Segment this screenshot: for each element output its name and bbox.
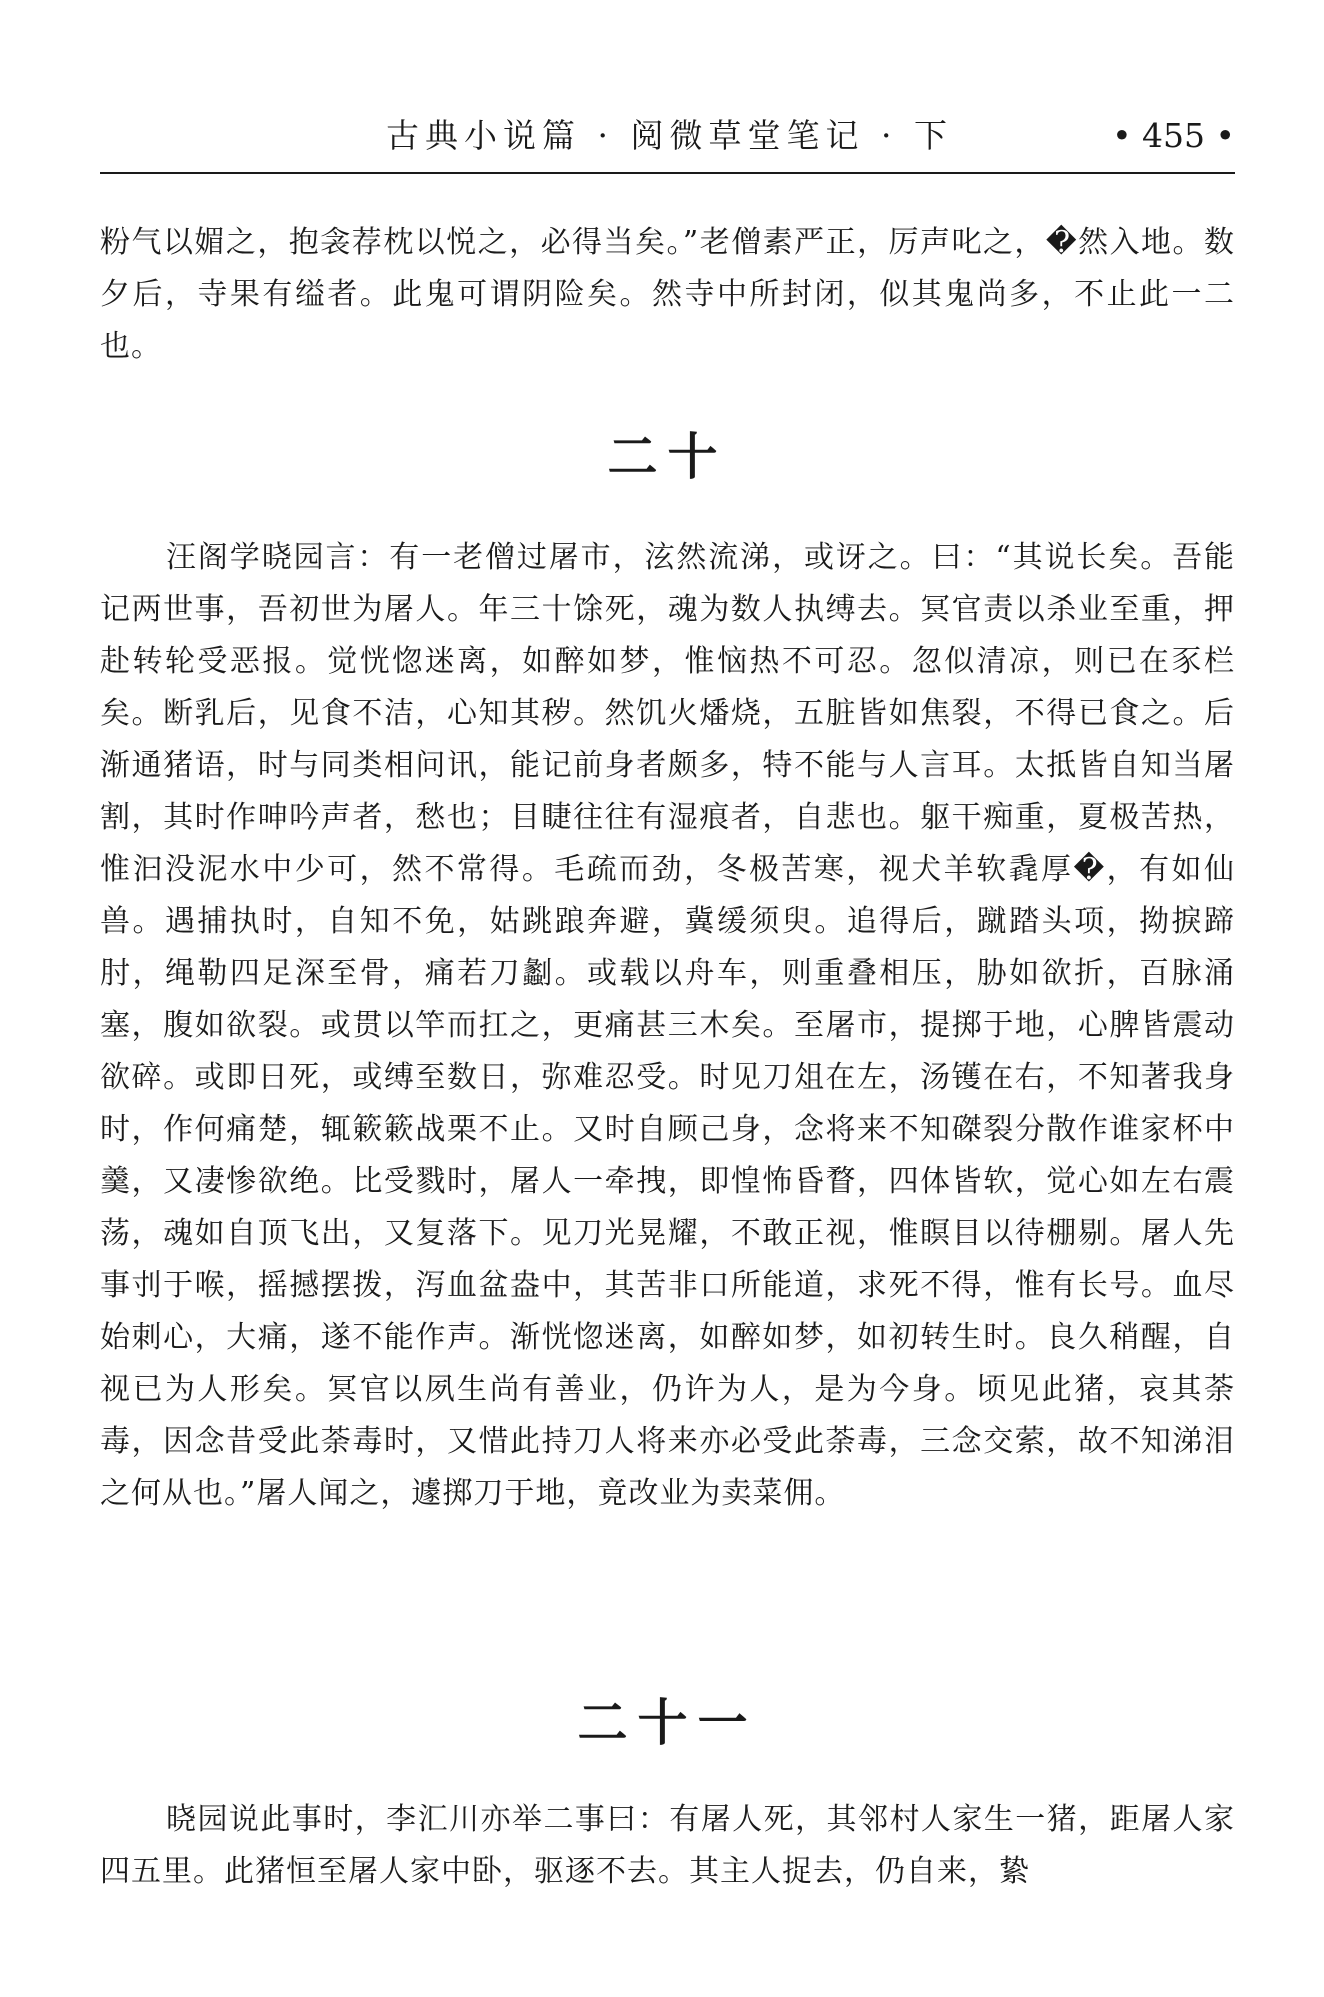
paragraph-continued: 粉气以媚之，抱衾荐枕以悦之，必得当矣。”老僧素严正，厉声叱之，�然入地。数夕后，寺果有缢者。此鬼可谓阴险矣。然寺中所封闭，似其鬼尚多，不止此一二也。 [100,225,1235,364]
running-header-title: 古典小说篇 · 阅微草堂笔记 · 下 [386,116,953,155]
paragraph-section-20: 汪阁学晓园言：有一老僧过屠市，泫然流涕，或讶之。曰：“其说长矣。吾能记两世事，吾初世为屠人。年三十馀死，魂为数人执缚去。冥官责以杀业至重，押赴转轮受恶报。觉恍惚迷离，如醉如梦，惟恼热不可忍。忽似清凉，则已在豕栏矣。断乳后，见食不洁，心知其秽。然饥火燔烧，五脏皆如焦裂，不得已食之。后渐通猪语，时与同类相问讯，能记前身者颇多，特不能与人言耳。太抵皆自知当屠割，其时作呻吟声者，愁也；目睫往往有湿痕者，自悲也。躯干痴重，夏极苦热，惟汩没泥水中少可，然不常得。毛疏而劲，冬极苦寒，视犬羊软毳厚�，有如仙兽。遇捕执时，自知不免，姑跳踉奔避，冀缓须臾。追得后，蹴踏头项，拗捩蹄肘，绳勒四足深至骨，痛若刀劙。或载以舟车，则重叠相压，胁如欲折，百脉涌塞，腹如欲裂。或贯以竿而扛之，更痛甚三木矣。至屠市，提掷于地，心脾皆震动欲碎。或即日死，或缚至数日，弥难忍受。时见刀俎在左，汤镬在右，不知著我身时，作何痛楚，辄簌簌战栗不止。又时自顾己身，念将来不知磔裂分散作谁家杯中羹，又凄惨欲绝。比受戮时，屠人一牵拽，即惶怖昏瞀，四体皆软，觉心如左右震荡，魂如自顶飞出，又复落下。见刀光晃耀，不敢正视，惟瞑目以待棚剔。屠人先事刌于喉，摇撼摆拨，泻血盆盎中，其苦非口所能道，求死不得，惟有长号。血尽始刺心，大痛，遂不能作声。渐恍惚迷离，如醉如梦，如初转生时。良久稍醒，自视已为人形矣。冥官以夙生尚有善业，仍许为人，是为今身。顷见此猪，哀其荼毒，因念昔受此荼毒时，又惜此持刀人将来亦必受此荼毒，三念交萦，故不知涕泪之何从也。”屠人闻之，遽掷刀于地，竟改业为卖菜佣。 [100,540,1235,1511]
paragraph-section-21: 晓园说此事时，李汇川亦举二事曰：有屠人死，其邻村人家生一猪，距屠人家四五里。此猪恒至屠人家中卧，驱逐不去。其主人捉去，仍自来，絷 [100,1802,1235,1889]
section-heading-20: 二十 [607,428,728,486]
page-number: • 455 • [1112,116,1235,155]
header-rule [100,172,1235,174]
running-header [100,108,1235,164]
section-heading-21: 二十一 [577,1694,758,1752]
